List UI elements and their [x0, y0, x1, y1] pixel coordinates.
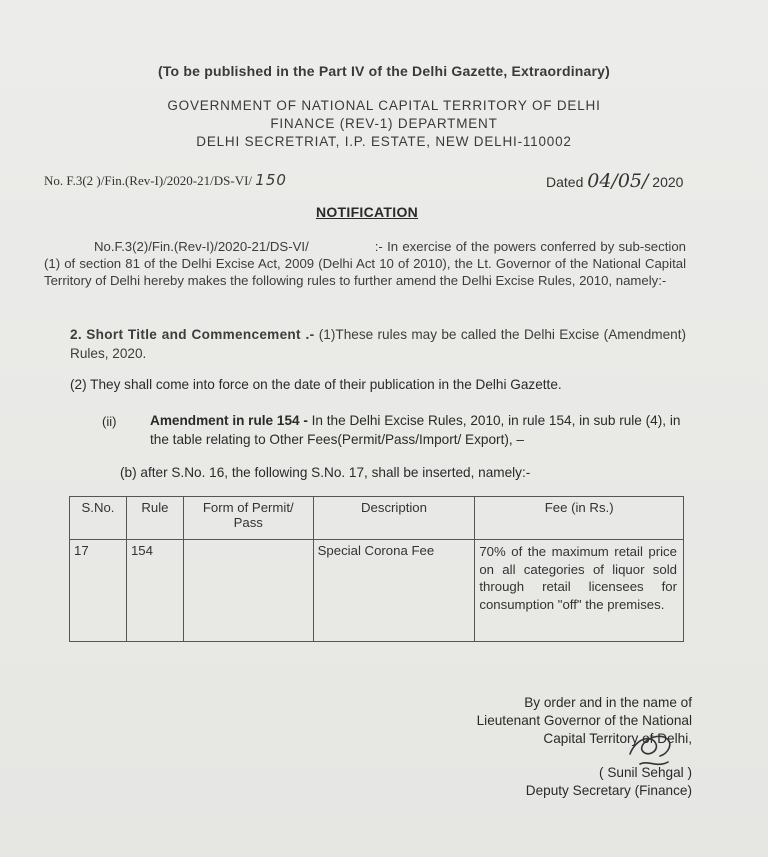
signature-line-3: Capital Territory of Delhi,	[543, 731, 692, 746]
signatory-name: ( Sunil Sehgal )	[599, 765, 692, 780]
clause-text: (1)These rules may be called the Delhi Excise (Amendment) Rules, 2020.	[70, 327, 687, 361]
clause-number: 2.	[70, 327, 82, 342]
cell-description: Special Corona Fee	[313, 540, 475, 642]
header-rule: Rule	[126, 497, 183, 540]
insertion-clause: (b) after S.No. 16, the following S.No. 17, shall be inserted, namely:-	[120, 465, 531, 480]
date-line	[546, 170, 683, 192]
cell-fee: 70% of the maximum retail price on all categories of liquor sold through retail licensees for consumption "off" the premises.	[475, 540, 684, 642]
signature-line-1: By order and in the name of	[524, 695, 692, 710]
header-sno: S.No.	[70, 497, 127, 540]
amendment-title: Amendment in rule 154 -	[150, 413, 308, 428]
cell-rule: 154	[126, 540, 183, 642]
table-header-row	[70, 497, 684, 540]
signature-line-2: Lieutenant Governor of the National	[476, 713, 692, 728]
amendment-clause	[150, 411, 686, 449]
amendment-label: (ii)	[102, 414, 117, 429]
preamble-paragraph	[44, 238, 686, 289]
notification-title: NOTIFICATION	[315, 204, 419, 220]
department-name: FINANCE (REV-1) DEPARTMENT	[270, 116, 498, 131]
amendment-text: In the Delhi Excise Rules, 2010, in rule 154, in sub rule (4), in the table relating to Other Fees(Permit/Pass/Import/ Export), –	[150, 413, 681, 447]
address: DELHI SECRETRIAT, I.P. ESTATE, NEW DELHI-110002	[196, 134, 572, 149]
fee-table	[69, 496, 684, 642]
table-row	[70, 540, 684, 642]
date-handwritten: 04/05/	[587, 170, 649, 192]
preamble-text: :- In exercise of the powers conferred by sub-section (1) of section 81 of the Delhi Excise Act, 2009 (Delhi Act 10 of 2010), the Lt. Governor of the National Capital Territory of Delhi hereby makes the following rules to further amend the Delhi Excise Rules, 2010, namely:-	[44, 239, 686, 288]
govt-name: GOVERNMENT OF NATIONAL CAPITAL TERRITORY OF DELHI	[167, 98, 601, 113]
reference-number	[44, 171, 287, 189]
header-form: Form of Permit/ Pass	[183, 497, 313, 540]
reference-number-handwritten: 150	[255, 171, 287, 189]
cell-form	[183, 540, 313, 642]
publication-note: (To be published in the Part IV of the Delhi Gazette, Extraordinary)	[157, 63, 611, 79]
short-title-clause	[70, 325, 686, 363]
signatory-designation: Deputy Secretary (Finance)	[525, 783, 692, 798]
cell-sno: 17	[70, 540, 127, 642]
header-description: Description	[313, 497, 475, 540]
preamble-ref: No.F.3(2)/Fin.(Rev-I)/2020-21/DS-VI/	[94, 239, 309, 254]
dated-label: Dated	[546, 174, 584, 190]
date-year: 2020	[652, 174, 684, 190]
header-fee: Fee (in Rs.)	[475, 497, 684, 540]
commencement-clause: (2) They shall come into force on the date of their publication in the Delhi Gazette.	[70, 377, 562, 392]
clause-title: Short Title and Commencement .-	[86, 327, 315, 342]
reference-number-printed: No. F.3(2 )/Fin.(Rev-I)/2020-21/DS-VI/	[44, 173, 253, 188]
